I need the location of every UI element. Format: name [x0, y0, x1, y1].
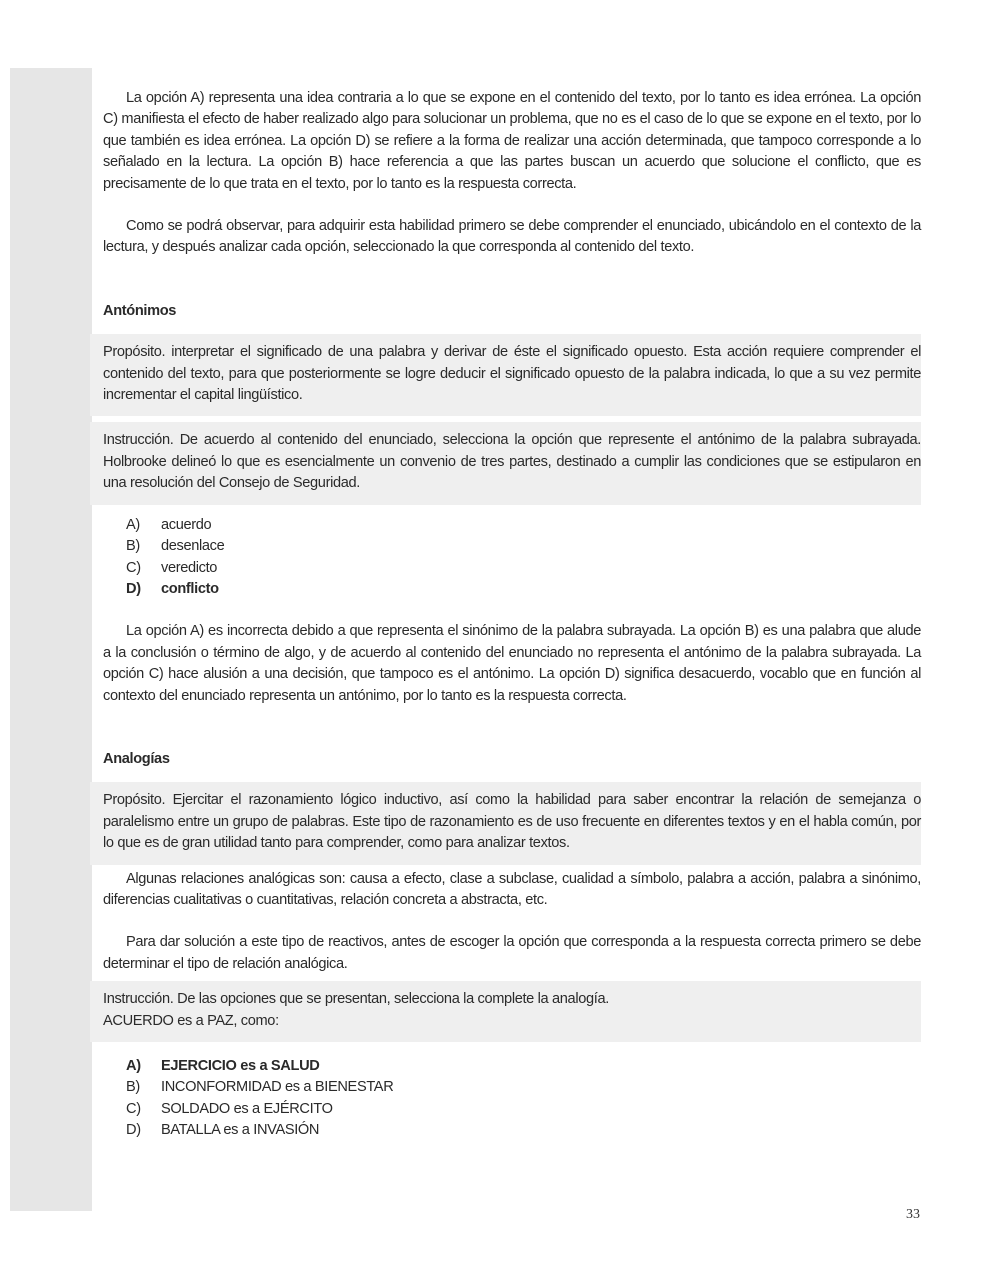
antonimos-proposito: Propósito. interpretar el significado de una palabra y derivar de éste el significado opuesto. Esta acción requiere comprender el contenido del texto, para que posteriormente se logre deducir el significado opuesto de la palabra indicada, lo que a su vez permite incrementar el capital lingüístico. [103, 344, 921, 404]
antonimos-option-d-correct: D) conflicto [126, 580, 219, 597]
analogias-instruccion-box [90, 981, 921, 1042]
antonimos-options-list [103, 515, 921, 601]
page-number: 33 [906, 1207, 920, 1222]
analogias-proposito-box [90, 782, 921, 864]
paragraph-opciones-analisis: La opción A) representa una idea contraria a lo que se expone en el contenido del texto, por lo tanto es idea errónea. La opción C) manifiesta el efecto de haber realizado algo para solucionar un problema, que no es el caso de lo que se expone en el texto, por lo que también es idea errónea. La opción D) se refiere a la forma de realizar una acción determinada, que tampoco corresponde a lo señalado en la lectura. La opción B) hace referencia a que las partes buscan un acuerdo que solucione el conflicto, que es precisamente de lo que trata en el texto, por lo tanto es la respuesta correcta. [103, 90, 921, 192]
analogias-option-c: C) SOLDADO es a EJÉRCITO [126, 1100, 333, 1117]
antonimos-instruccion-box [90, 422, 921, 504]
side-margin-band [10, 68, 92, 1211]
antonimos-option-a: A) acuerdo [126, 516, 212, 533]
analogias-instruccion-line2: ACUERDO es a PAZ, como: [103, 1012, 279, 1029]
page-content [103, 88, 921, 1142]
analogias-option-a-correct: A) EJERCICIO es a SALUD [126, 1058, 320, 1074]
antonimos-option-b: B) desenlace [126, 538, 225, 555]
analogias-options-list [103, 1056, 921, 1142]
heading-analogias: Analogías [103, 750, 170, 767]
analogias-instruccion-line1: Instrucción. De las opciones que se presentan, selecciona la complete la analogía. [103, 991, 609, 1008]
analogias-proposito: Propósito. Ejercitar el razonamiento lógico inductivo, así como la habilidad para saber encontrar la relación de semejanza o paralelismo entre un grupo de palabras. Este tipo de razonamiento es de uso frecuente en diferentes textos y en el habla común, por lo que es de gran utilidad tanto para comprender, como para analizar textos. [103, 792, 921, 852]
antonimos-explicacion: La opción A) es incorrecta debido a que representa el sinónimo de la palabra subrayada. La opción B) es una palabra que alude a la conclusión o término de algo, y de acuerdo al contenido del enunciado no representa el antónimo de la palabra subrayada. La opción C) hace alusión a una decisión, que tampoco es el antónimo. La opción D) significa desacuerdo, vocablo que en función al contexto del enunciado representa un antónimo, por lo tanto es la respuesta correcta. [103, 623, 921, 704]
antonimos-instruccion: Instrucción. De acuerdo al contenido del enunciado, selecciona la opción que represente el antónimo de la palabra subrayada. Holbrooke delineó lo que es esencialmente un convenio de tres partes, destinado a cumplir las condiciones que se estipularon en una resolución del Consejo de Seguridad. [103, 432, 921, 492]
paragraph-conclusion: Como se podrá observar, para adquirir esta habilidad primero se debe comprender el enunciado, ubicándolo en el contexto de la lectura, y después analizar cada opción, seleccionado la que corresponda al contenido del texto. [103, 218, 921, 256]
heading-antonimos: Antónimos [103, 302, 177, 319]
antonimos-option-c: C) veredicto [126, 559, 218, 576]
antonimos-proposito-box [90, 334, 921, 416]
analogias-relaciones: Algunas relaciones analógicas son: causa a efecto, clase a subclase, cualidad a símbolo, palabra a acción, palabra a sinónimo, diferencias cualitativas o cuantitativas, relación concreta a abstracta, etc. [103, 870, 921, 908]
analogias-option-b: B) INCONFORMIDAD es a BIENESTAR [126, 1079, 394, 1096]
analogias-solucion: Para dar solución a este tipo de reactivos, antes de escoger la opción que corresponda a la respuesta correcta primero se debe determinar el tipo de relación analógica. [103, 934, 921, 972]
analogias-option-d: D) BATALLA es a INVASIÓN [126, 1122, 320, 1139]
